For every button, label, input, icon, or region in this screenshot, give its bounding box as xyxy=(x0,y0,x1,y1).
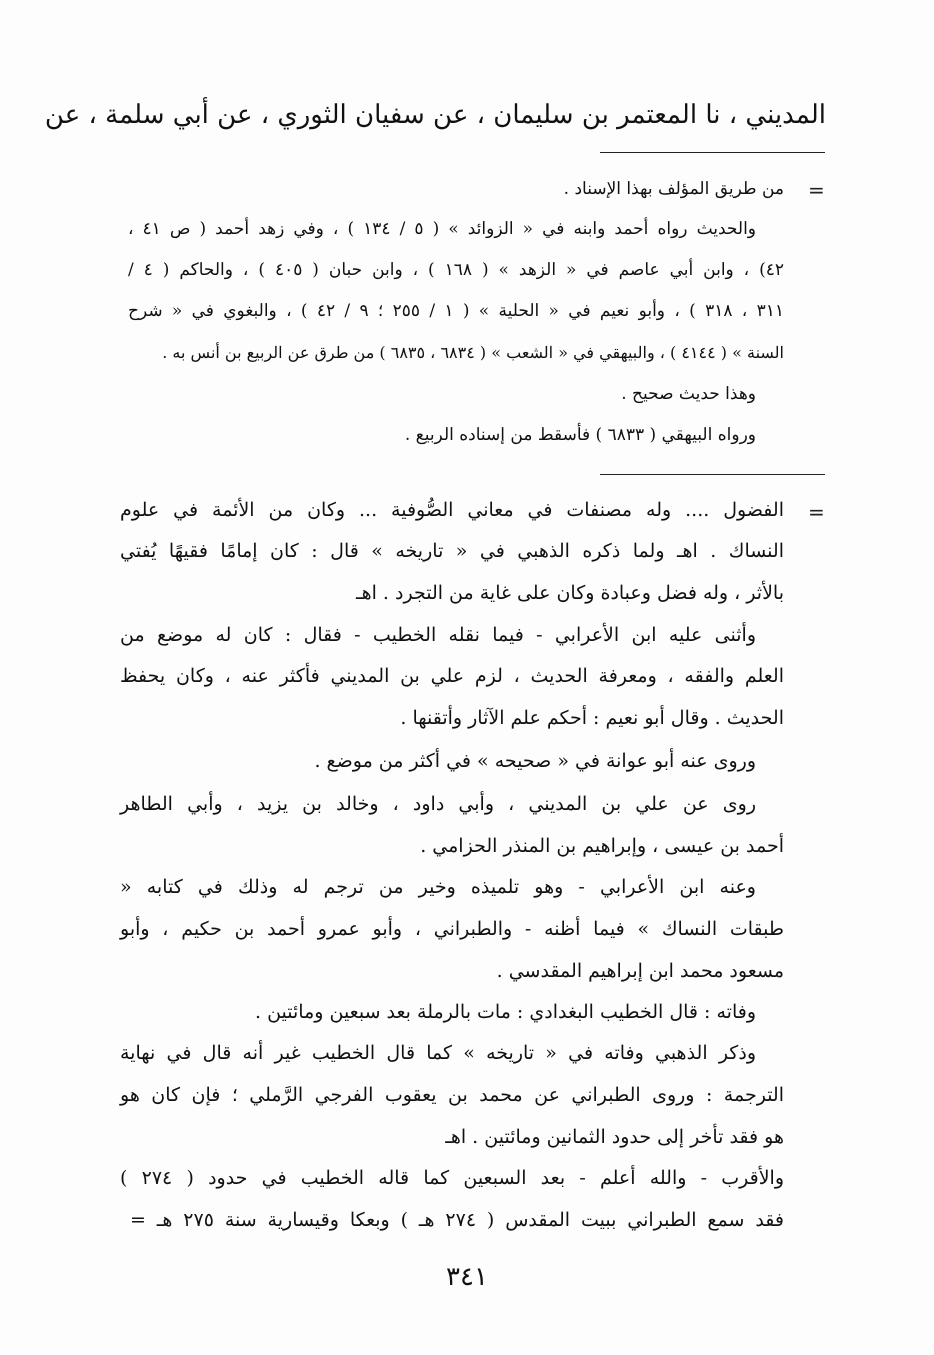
continuation-marker: = xyxy=(808,178,825,202)
continuation-marker: = xyxy=(808,500,825,524)
footnote-line: والحديث رواه أحمد وابنه في « الزوائد » ( ٥ / ١٣٤ ) ، وفي زهد أحمد ( ص ٤١ ، xyxy=(128,219,756,239)
footnote-line: أحمد بن عيسى ، وإبراهيم بن المنذر الحزامي . xyxy=(420,835,784,857)
footnote-line: ٣١١ ، ٣١٨ ) ، وأبو نعيم في « الحلية » ( ١ / ٢٥٥ ؛ ٩ / ٤٢ ) ، والبغوي في « شرح xyxy=(128,301,785,321)
footnote-line: طبقات النساك » فيما أظنه - والطبراني ، وأبو عمرو أحمد بن حكيم ، وأبو xyxy=(120,918,784,940)
footnote-line: العلم والفقه ، ومعرفة الحديث ، لزم علي بن المديني فأكثر عنه ، وكان يحفظ xyxy=(120,665,784,687)
footnote-line: وذكر الذهبي وفاته في « تاريخه » كما قال الخطيب غير أنه قال في نهاية xyxy=(120,1042,756,1064)
footnote-line: ورواه البيهقي ( ٦٨٣٣ ) فأسقط من إسناده الربيع . xyxy=(404,425,756,445)
main-text-line: المديني ، نا المعتمر بن سليمان ، عن سفيان الثوري ، عن أبي سلمة ، عن xyxy=(44,100,826,130)
footnote-line: وفاته : قال الخطيب البغدادي : مات بالرملة بعد سبعين ومائتين . xyxy=(255,1001,756,1023)
footnote-line: وروى عنه أبو عوانة في « صحيحه » في أكثر من موضع . xyxy=(314,750,756,772)
footnote-line: الحديث . وقال أبو نعيم : أحكم علم الآثار وأتقنها . xyxy=(400,707,784,729)
footnote-line: النساك . اهـ ولما ذكره الذهبي في « تاريخه » قال : كان إمامًا فقيهًا يُفتي xyxy=(120,540,784,562)
footnote-line: من طريق المؤلف بهذا الإسناد . xyxy=(563,179,784,199)
footnote-separator xyxy=(600,152,825,153)
footnote-line: مسعود محمد ابن إبراهيم المقدسي . xyxy=(496,960,784,982)
footnote-line: الفضول .... وله مصنفات في معاني الصُّوفية ... وكان من الأئمة في علوم xyxy=(120,499,784,521)
page-number: ٣٤١ xyxy=(446,1262,488,1292)
footnote-line: وهذا حديث صحيح . xyxy=(621,384,756,404)
footnote-line: ٤٢) ، وابن أبي عاصم في « الزهد » ( ١٦٨ ) ، وابن حبان ( ٤٠٥ ) ، والحاكم ( ٤ / xyxy=(128,260,785,280)
footnote-line: الترجمة : وروى الطبراني عن محمد بن يعقوب الفرجي الرَّملي ؛ فإن كان هو xyxy=(120,1084,784,1106)
footnote-line: روى عن علي بن المديني ، وأبي داود ، وخالد بن يزيد ، وأبي الطاهر xyxy=(120,793,756,815)
footnote-line: فقد سمع الطبراني ببيت المقدس ( ٢٧٤ هـ ) وبعكا وقيسارية سنة ٢٧٥ هـ = xyxy=(130,1209,784,1231)
footnote-line: هو فقد تأخر إلى حدود الثمانين ومائتين . اهـ xyxy=(445,1126,784,1148)
footnote-line: والأقرب - والله أعلم - بعد السبعين كما قاله الخطيب في حدود ( ٢٧٤ ) xyxy=(120,1167,784,1189)
footnote-separator xyxy=(600,474,825,475)
footnote-line: وأثنى عليه ابن الأعرابي - فيما نقله الخطيب - فقال : كان له موضع من xyxy=(120,624,756,646)
footnote-line: السنة » ( ٤١٤٤ ) ، والبيهقي في « الشعب » ( ٦٨٣٤ ، ٦٨٣٥ ) من طرق عن الربيع بن أنس به . xyxy=(162,343,784,362)
footnote-line: بالأثر ، وله فضل وعبادة وكان على غاية من التجرد . اهـ xyxy=(356,582,784,604)
footnote-line: وعنه ابن الأعرابي - وهو تلميذه وخير من ترجم له وذلك في كتابه « xyxy=(120,876,756,898)
